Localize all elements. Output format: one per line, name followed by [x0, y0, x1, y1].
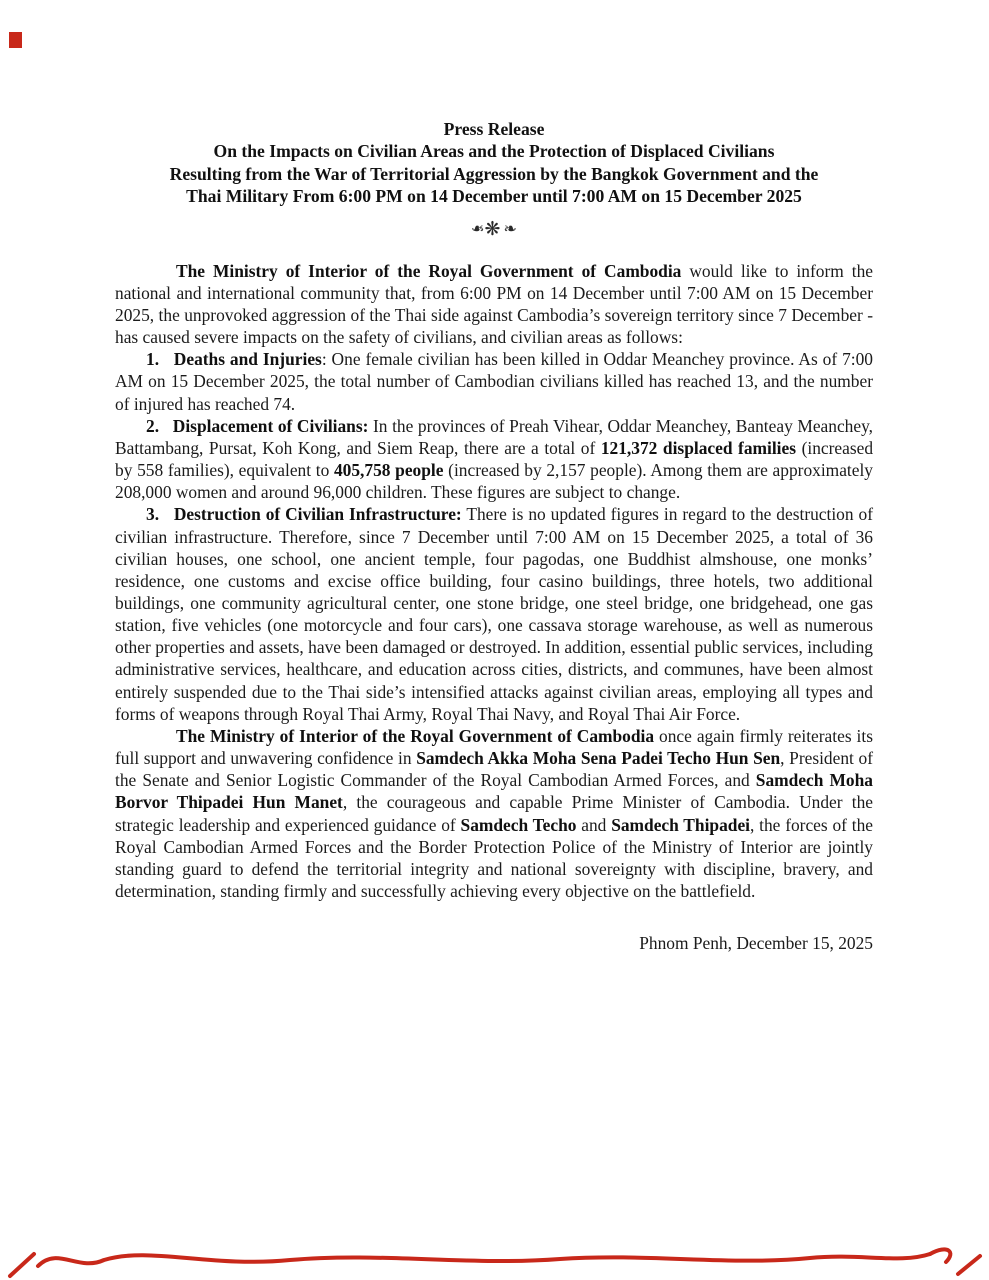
bold-run: 1. Deaths and Injuries: [146, 349, 322, 370]
paragraph: [115, 260, 873, 349]
bold-run: 2. Displacement of Civilians:: [146, 415, 369, 436]
bold-run: The Ministry of Interior of the Royal Government of Cambodia: [176, 725, 655, 746]
paragraph: [115, 415, 873, 504]
dateline: Phnom Penh, December 15, 2025: [639, 933, 873, 954]
paragraph: [115, 725, 873, 902]
text-run: , the forces of the Royal Cambodian Armed Forces and the Border Protection Police of the Ministry of Interior are jointly standing guard to defend the territorial integrity and national sovereignty with discipline, bravery, and determination, standing firmly and successfully achieving every objective on the battlefield.: [115, 814, 873, 901]
bottom-left-tick: [10, 1254, 34, 1276]
title-line-1: Press Release: [443, 119, 545, 139]
bold-run: The Ministry of Interior of the Royal Government of Cambodia: [176, 260, 682, 281]
text-run: , President of the Senate and Senior Logistic Commander of the Royal Cambodian Armed Forces, and: [115, 748, 873, 791]
text-run: , the courageous and capable Prime Minister of Cambodia. Under the strategic leadership and experienced guidance of: [115, 792, 873, 835]
top-left-red-mark: [8, 31, 28, 53]
bold-run: 405,758 people: [333, 460, 444, 481]
flower-icon: ❋: [484, 217, 504, 240]
bold-run: 121,372 displaced families: [600, 437, 797, 458]
text-run: In the provinces of Preah Vihear, Oddar Meanchey, Banteay Meanchey, Battambang, Pursat, Koh Kong, and Siem Reap, there are a total of: [115, 415, 873, 458]
bottom-wavy-line: [38, 1254, 930, 1266]
text-run: and: [576, 814, 612, 835]
document-content: [115, 118, 873, 954]
floral-divider-ornament: [115, 217, 873, 241]
body-paragraphs: [115, 260, 873, 903]
title-line-3: Resulting from the War of Territorial Aggression by the Bangkok Government and the: [169, 163, 819, 184]
paragraph: [115, 348, 873, 414]
title-block: [115, 118, 873, 208]
bold-run: Samdech Moha Borvor Thipadei Hun Manet: [115, 770, 873, 813]
bold-run: 3. Destruction of Civilian Infrastructure:: [146, 504, 462, 525]
bottom-right-tick: [958, 1256, 980, 1274]
bottom-red-scribble: [0, 1222, 989, 1280]
bold-run: Samdech Techo: [460, 814, 577, 835]
red-square-mark: [9, 32, 22, 48]
text-run: would like to inform the national and international community that, from 6:00 PM on 14 December until 7:00 AM on 15 December 2025, the unprovoked aggression of the Thai side against Cambodia’s sovereign territory since 7 December - has caused severe impacts on the safety of civilians, and civilian areas as follows:: [115, 260, 873, 348]
title-line-2: On the Impacts on Civilian Areas and the Protection of Displaced Civilians: [213, 141, 775, 162]
text-run: once again firmly reiterates its full support and unwavering confidence in: [115, 725, 873, 769]
bold-run: Samdech Akka Moha Sena Padei Techo Hun Sen: [416, 748, 781, 769]
bold-run: Samdech Thipadei: [611, 814, 750, 835]
text-run: (increased by 2,157 people). Among them are approximately 208,000 women and around 96,000 children. These figures are subject to change.: [115, 460, 873, 503]
title-line-4: Thai Military From 6:00 PM on 14 December until 7:00 AM on 15 December 2025: [186, 186, 802, 207]
paragraph: [115, 503, 873, 725]
text-run: There is no updated figures in regard to the destruction of civilian infrastructure. Therefore, since 7 December until 7:00 AM on 15 December 2025, a total of 36 civilian houses, one school, one ancient temple, four pagodas, one Buddhist almshouse, one monks’ residence, one customs and excise office building, four casino buildings, three hotels, two additional buildings, one community agricultural center, one stone bridge, one steel bridge, one bridgehead, one gas station, five vehicles (one motorcycle and four cars), one cassava storage warehouse, as well as numerous other properties and assets, have been damaged or destroyed. In addition, essential public services, including administrative services, healthcare, and education across cities, districts, and communes, have been almost entirely suspended due to the Thai side’s intensified attacks against civilian areas, employing all types and forms of weapons through Royal Thai Army, Royal Thai Navy, and Royal Thai Air Force.: [115, 504, 873, 724]
left-flourish-icon: ❧: [468, 218, 485, 238]
text-run: (increased by 558 families), equivalent to: [115, 437, 874, 481]
bottom-right-curl: [930, 1249, 950, 1262]
right-flourish-icon: ❧: [503, 218, 520, 238]
text-run: : One female civilian has been killed in Oddar Meanchey province. As of 7:00 AM on 15 December 2025, the total number of Cambodian civilians killed has reached 13, and the number of injured has reached 74.: [115, 349, 873, 414]
